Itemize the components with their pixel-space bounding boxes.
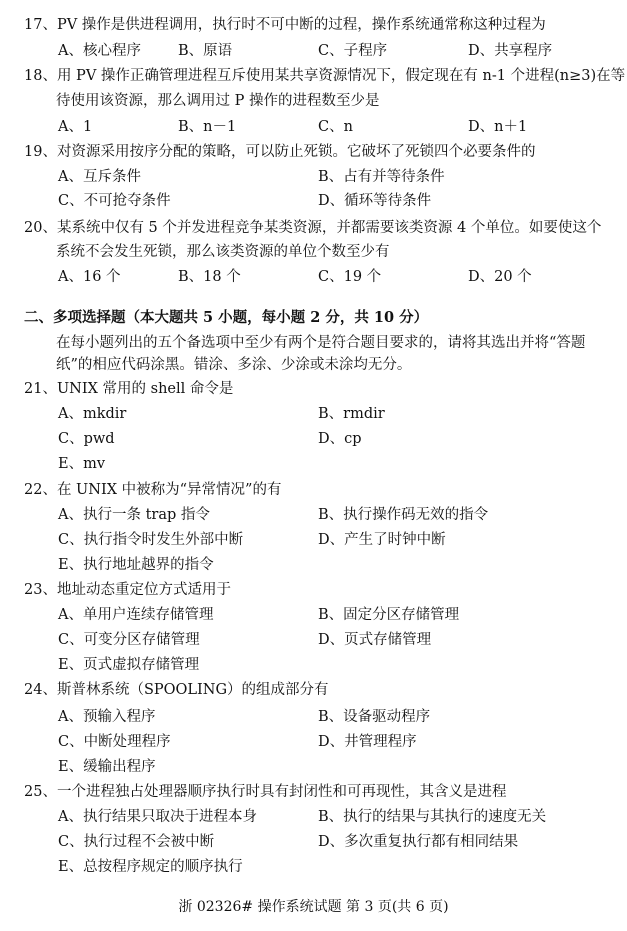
q25-option-b: B、执行的结果与其执行的速度无关 bbox=[318, 809, 547, 825]
q23-option-c: C、可变分区存储管理 bbox=[58, 632, 200, 648]
q18-stem-line1: 18、用 PV 操作正确管理进程互斥使用某共享资源情况下，假定现在有 n-1 个进程(n≥3)在等 bbox=[24, 68, 626, 84]
q25-stem: 25、一个进程独占处理器顺序执行时具有封闭性和可再现性，其含义是进程 bbox=[24, 784, 507, 800]
section2-title: 二、多项选择题（本大题共 5 小题，每小题 2 分，共 10 分） bbox=[24, 309, 429, 326]
q25-option-c: C、执行过程不会被中断 bbox=[58, 834, 215, 850]
q24-option-c: C、中断处理程序 bbox=[58, 734, 171, 750]
q22-option-e: E、执行地址越界的指令 bbox=[58, 557, 214, 573]
q24-option-d: D、井管理程序 bbox=[318, 734, 417, 750]
q22-option-b: B、执行操作码无效的指令 bbox=[318, 507, 489, 523]
q21-option-b: B、rmdir bbox=[318, 406, 385, 422]
q19-stem: 19、对资源采用按序分配的策略，可以防止死锁。它破坏了死锁四个必要条件的 bbox=[24, 144, 536, 160]
q18-option-d: D、n＋1 bbox=[468, 119, 528, 135]
q23-option-e: E、页式虚拟存储管理 bbox=[58, 657, 200, 673]
q20-stem-line2: 系统不会发生死锁，那么该类资源的单位个数至少有 bbox=[56, 244, 390, 260]
q17-stem: 17、PV 操作是供进程调用，执行时不可中断的过程，操作系统通常称这种过程为 bbox=[24, 17, 546, 33]
q24-option-e: E、缓输出程序 bbox=[58, 759, 156, 775]
q18-option-a: A、1 bbox=[58, 119, 93, 135]
q25-option-a: A、执行结果只取决于进程本身 bbox=[58, 809, 257, 825]
q18-option-b: B、n－1 bbox=[178, 119, 237, 135]
q19-option-c: C、不可抢夺条件 bbox=[58, 193, 171, 209]
q19-option-b: B、占有并等待条件 bbox=[318, 169, 445, 185]
q23-option-b: B、固定分区存储管理 bbox=[318, 607, 460, 623]
q23-option-a: A、单用户连续存储管理 bbox=[58, 607, 214, 623]
q24-stem: 24、斯普林系统（SPOOLING）的组成部分有 bbox=[24, 682, 329, 698]
q20-option-b: B、18 个 bbox=[178, 269, 241, 285]
q25-option-d: D、多次重复执行都有相同结果 bbox=[318, 834, 519, 850]
q17-option-a: A、核心程序 bbox=[58, 43, 141, 59]
q19-option-a: A、互斥条件 bbox=[58, 169, 141, 185]
section2-instruction-line2: 纸”的相应代码涂黑。错涂、多涂、少涂或未涂均无分。 bbox=[56, 357, 412, 373]
q22-option-c: C、执行指令时发生外部中断 bbox=[58, 532, 244, 548]
q20-option-c: C、19 个 bbox=[318, 269, 382, 285]
q19-option-d: D、循环等待条件 bbox=[318, 193, 432, 209]
q21-option-e: E、mv bbox=[58, 456, 106, 472]
q17-option-b: B、原语 bbox=[178, 43, 233, 59]
q20-stem-line1: 20、某系统中仅有 5 个并发进程竞争某类资源，并都需要该类资源 4 个单位。如要使这个 bbox=[24, 220, 602, 236]
q24-option-b: B、设备驱动程序 bbox=[318, 709, 431, 725]
q22-stem: 22、在 UNIX 中被称为“异常情况”的有 bbox=[24, 482, 282, 498]
q23-option-d: D、页式存储管理 bbox=[318, 632, 432, 648]
section2-instruction-line1: 在每小题列出的五个备选项中至少有两个是符合题目要求的，请将其选出并将“答题 bbox=[56, 335, 586, 351]
q23-stem: 23、地址动态重定位方式适用于 bbox=[24, 582, 231, 598]
q21-stem: 21、UNIX 常用的 shell 命令是 bbox=[24, 381, 234, 397]
q20-option-d: D、20 个 bbox=[468, 269, 532, 285]
q18-option-c: C、n bbox=[318, 119, 353, 135]
q24-option-a: A、预输入程序 bbox=[58, 709, 156, 725]
q22-option-a: A、执行一条 trap 指令 bbox=[58, 507, 210, 523]
q21-option-d: D、cp bbox=[318, 431, 362, 447]
q18-stem-line2: 待使用该资源，那么调用过 P 操作的进程数至少是 bbox=[56, 93, 380, 109]
q21-option-c: C、pwd bbox=[58, 431, 115, 447]
q20-option-a: A、16 个 bbox=[58, 269, 121, 285]
page-footer: 浙 02326# 操作系统试题 第 3 页(共 6 页) bbox=[178, 899, 449, 915]
q17-option-c: C、子程序 bbox=[318, 43, 388, 59]
q25-option-e: E、总按程序规定的顺序执行 bbox=[58, 859, 243, 875]
q21-option-a: A、mkdir bbox=[58, 406, 127, 422]
q17-option-d: D、共享程序 bbox=[468, 43, 553, 59]
q22-option-d: D、产生了时钟中断 bbox=[318, 532, 446, 548]
